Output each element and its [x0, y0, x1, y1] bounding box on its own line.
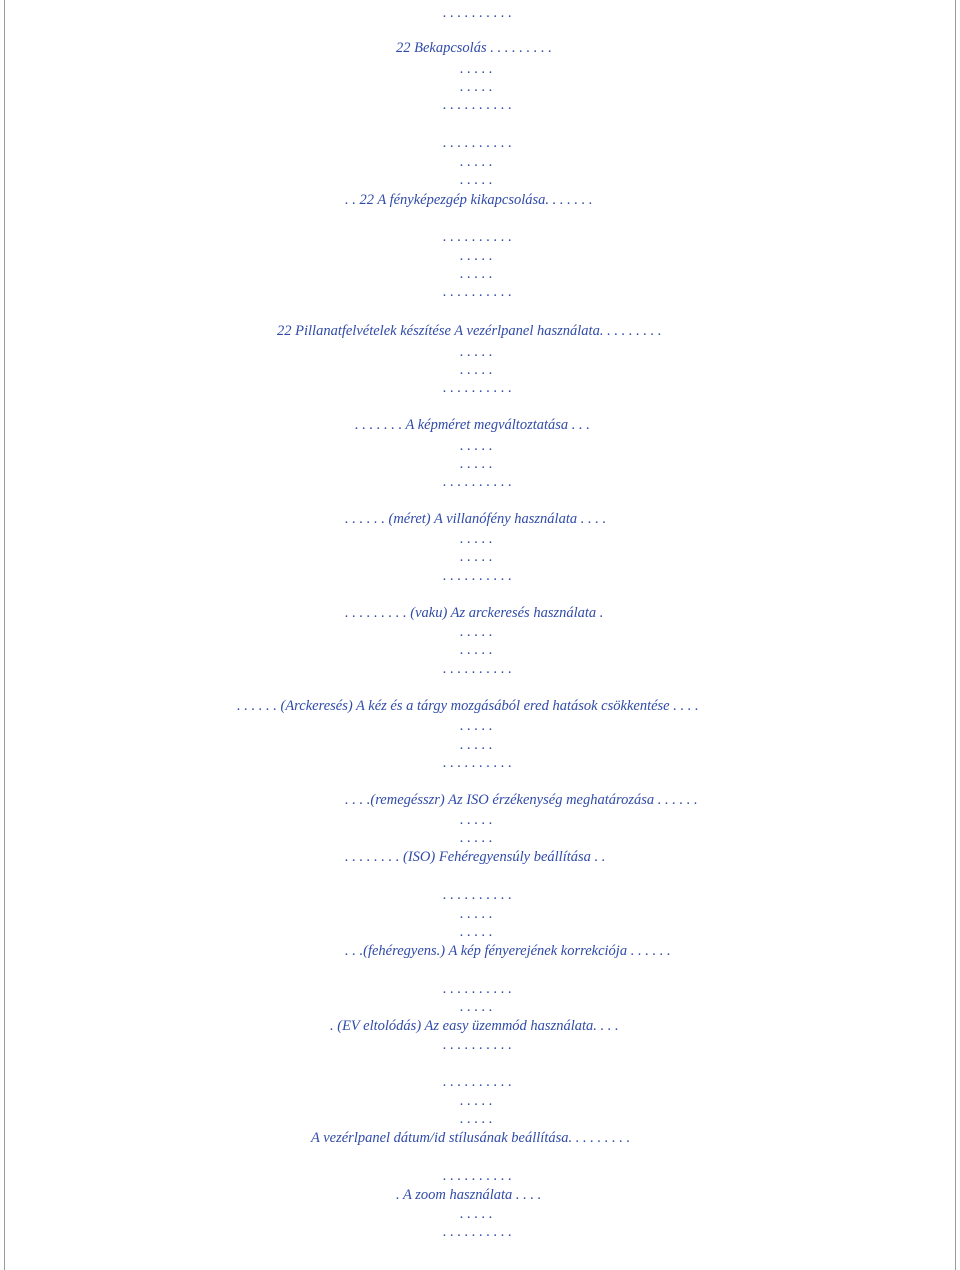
toc-line: . . . . .	[460, 812, 493, 828]
toc-line: . . . . . . . . . .	[443, 1074, 512, 1090]
toc-entry-easy-uzemmod[interactable]: . (EV eltolódás) Az easy üzemmód használata. . . .	[330, 1018, 619, 1034]
toc-line: . . . . . . . . . .	[443, 474, 512, 490]
toc-entry-kepmeret[interactable]: . . . . . . . A képméret megváltoztatása . . .	[355, 417, 590, 433]
toc-line: . . . . . . . . . .	[443, 284, 512, 300]
toc-line: . . . . .	[460, 718, 493, 734]
toc-line: . . . . .	[460, 438, 493, 454]
toc-line: . . . . .	[460, 79, 493, 95]
toc-line: . . . . . . . . . .	[443, 661, 512, 677]
toc-line: . . . . .	[460, 924, 493, 940]
toc-line: . . . . .	[460, 642, 493, 658]
toc-line: . . . . .	[460, 154, 493, 170]
toc-entry-iso[interactable]: . . . .(remegésszr) Az ISO érzékenység meghatározása . . . . . .	[345, 792, 698, 808]
toc-line: . . . . .	[460, 362, 493, 378]
toc-line: . . . . . . . . . .	[443, 380, 512, 396]
toc-line: . . . . . . . . . .	[443, 135, 512, 151]
toc-line: . . . . .	[460, 1111, 493, 1127]
toc-line: . . . . . . . . . .	[443, 887, 512, 903]
toc-line: . . . . .	[460, 737, 493, 753]
toc-entry-kikapcsolas[interactable]: . . 22 A fényképezgép kikapcsolása. . . . . . .	[345, 192, 593, 208]
toc-line: . . . . .	[460, 1093, 493, 1109]
toc-entry-datum-ido[interactable]: A vezérlpanel dátum/id stílusának beállítása. . . . . . . . .	[311, 1130, 631, 1146]
toc-line: . . . . .	[460, 248, 493, 264]
toc-entry-fenyero[interactable]: . . .(fehéregyens.) A kép fényerejének korrekciója . . . . . .	[345, 943, 671, 959]
toc-line: . . . . . . . . . .	[443, 5, 512, 21]
toc-entry-zoom[interactable]: . A zoom használata . . . .	[396, 1187, 542, 1203]
toc-line: . . . . . . . . . .	[443, 755, 512, 771]
toc-line: . . . . . . . . . .	[443, 229, 512, 245]
toc-entry-pillanatfelvetelek[interactable]: 22 Pillanatfelvételek készítése A vezérlpanel használata. . . . . . . . .	[277, 323, 662, 339]
toc-line: . . . . .	[460, 531, 493, 547]
toc-entry-bekapcsolas[interactable]: 22 Bekapcsolás . . . . . . . . .	[396, 40, 552, 56]
toc-entry-villanofeny[interactable]: . . . . . . (méret) A villanófény használata . . . .	[345, 511, 607, 527]
toc-line: . . . . .	[460, 1206, 493, 1222]
toc-entry-feheregyensuly[interactable]: . . . . . . . . (ISO) Fehéregyensúly beállítása . .	[345, 849, 606, 865]
toc-line: . . . . .	[460, 266, 493, 282]
toc-entry-arckereses[interactable]: . . . . . . . . . (vaku) Az arckeresés használata .	[345, 605, 604, 621]
toc-line: . . . . .	[460, 344, 493, 360]
toc-line: . . . . . . . . . .	[443, 981, 512, 997]
toc-line: . . . . .	[460, 61, 493, 77]
toc-line: . . . . . . . . . .	[443, 1037, 512, 1053]
toc-line: . . . . .	[460, 830, 493, 846]
toc-line: . . . . .	[460, 172, 493, 188]
toc-line: . . . . .	[460, 549, 493, 565]
toc-entry-remegescsokkentes[interactable]: . . . . . . (Arckeresés) A kéz és a tárgy mozgásából ered hatások csökkentése . . . .	[237, 698, 699, 714]
toc-line: . . . . . . . . . .	[443, 97, 512, 113]
toc-line: . . . . . . . . . .	[443, 1224, 512, 1240]
toc-line: . . . . . . . . . .	[443, 1168, 512, 1184]
toc-line: . . . . .	[460, 999, 493, 1015]
toc-line: . . . . .	[460, 456, 493, 472]
toc-line: . . . . .	[460, 906, 493, 922]
toc-line: . . . . .	[460, 624, 493, 640]
toc-line: . . . . . . . . . .	[443, 568, 512, 584]
